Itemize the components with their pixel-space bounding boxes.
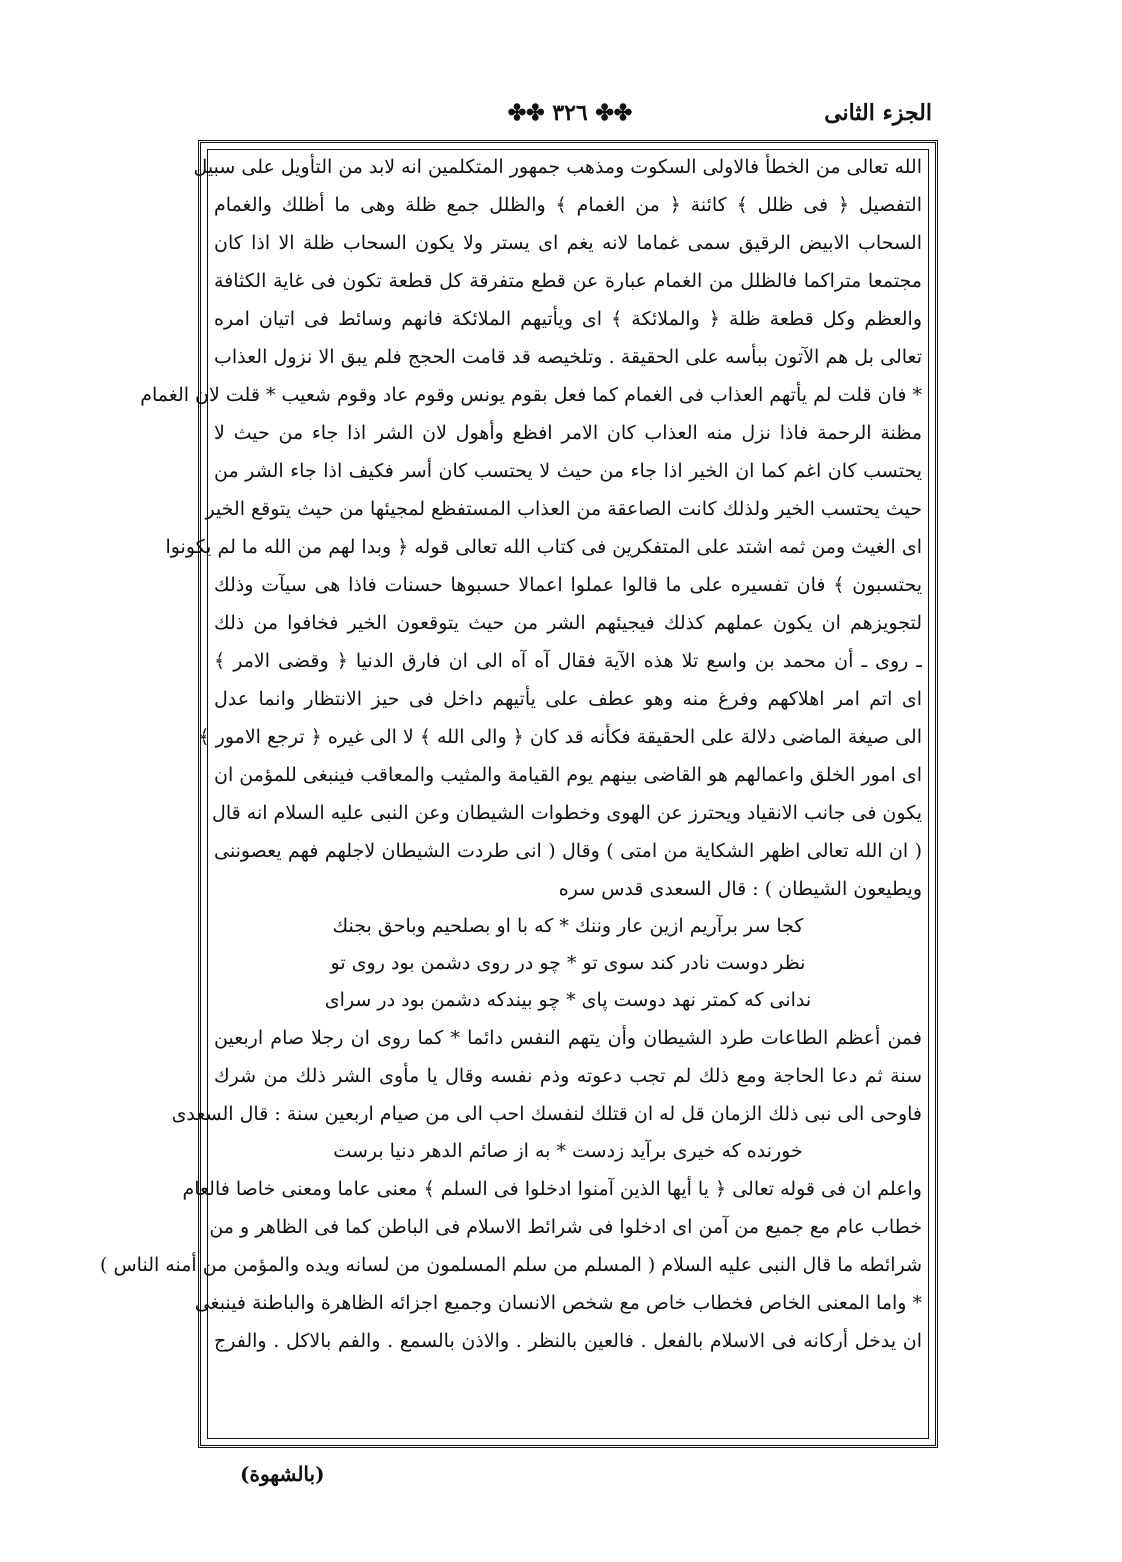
- body-text: [100, 148, 928, 1438]
- text-line: يحتسبون ﴾ فان تفسيره على ما قالوا عملوا اعمالا حسبوها حسنات فاذا هى سيآت وذلك: [214, 574, 922, 596]
- text-line: التفصيل ﴿ فى ظلل ﴾ كائنة ﴿ من الغمام ﴾ والظلل جمع ظلة وهى ما أظلك والغمام: [214, 194, 922, 216]
- text-line: اى الغيث ومن ثمه اشتد على المتفكرين فى كتاب الله تعالى قوله ﴿ وبدا لهم من الله ما لم يكونوا: [165, 536, 922, 558]
- page-header: [0, 100, 1122, 140]
- ornament-right-icon: ✤✤: [507, 100, 553, 126]
- text-line: سنة ثم دعا الحاجة ومع ذلك لم تجب دعوته وذم نفسه وقال يا مأوى الشر ذلك من شرك: [214, 1065, 922, 1087]
- text-line: واعلم ان فى قوله تعالى ﴿ يا أيها الذين آمنوا ادخلوا فى السلم ﴾ معنى عاما ومعنى خاصا فالعام: [182, 1178, 922, 1200]
- text-line: * فان قلت لم يأتهم العذاب فى الغمام كما فعل بقوم يونس وقوم عاد وقوم شعيب * قلت لان الغمام: [140, 384, 922, 406]
- part-title: الجزء الثانى: [824, 100, 932, 126]
- text-line-last: ويطيعون الشيطان ) : قال السعدى قدس سره: [558, 878, 922, 900]
- text-line: السحاب الابيض الرقيق سمى غماما لانه يغم اى يستر ولا يكون السحاب ظلة الا اذا كان: [214, 232, 922, 254]
- text-line: ان يدخل أركانه فى الاسلام بالفعل . فالعين بالنظر . والاذن بالسمع . والفم بالاكل . والفرج: [214, 1330, 922, 1352]
- text-line: لتجويزهم ان يكون عملهم كذلك فيجيئهم الشر من حيث يتوقعون الخير فخافوا من ذلك: [214, 612, 922, 634]
- page-number-value: ۳۲٦: [552, 100, 588, 126]
- text-line: حيث يحتسب الخير ولذلك كانت الصاعقة من العذاب المستفظع لمجيئها من حيث يتوقع الخير: [205, 498, 922, 520]
- text-line: يحتسب كان اغم كما ان الخير اذا جاء من حيث لا يحتسب كان أسر فكيف اذا جاء الشر من: [214, 460, 922, 482]
- text-line: مجتمعا متراكما فالظلل من الغمام عبارة عن قطع متفرقة كل قطعة تكون فى غاية الكثافة: [214, 270, 922, 292]
- ornament-left-icon: ✤✤: [587, 100, 633, 126]
- text-line: فمن أعظم الطاعات طرد الشيطان وأن يتهم النفس دائما * كما روى ان رجلا صام اربعين: [214, 1027, 922, 1049]
- text-line: ـ روى ـ أن محمد بن واسع تلا هذه الآية فقال آه آه الى ان فارق الدنيا ﴿ وقضى الامر ﴾: [214, 650, 922, 672]
- text-line: فاوحى الى نبى ذلك الزمان قل له ان قتلك لنفسك احب الى من صيام اربعين سنة : قال السعدى: [171, 1103, 922, 1125]
- text-line: ( ان الله تعالى اظهر الشكاية من امتى ) وقال ( انى طردت الشيطان لاجلهم فهم يعصوننى: [214, 840, 922, 862]
- verse-line: خورنده كه خيرى برآيد زدست * به از صائم الدهر دنيا برست: [333, 1140, 803, 1162]
- text-line: * واما المعنى الخاص فخطاب خاص مع شخص الانسان وجميع اجزائه الظاهرة والباطنة فينبغى: [194, 1292, 922, 1314]
- text-line: يكون فى جانب الانقياد ويحترز عن الهوى وخطوات الشيطان وعن النبى عليه السلام انه قال: [212, 802, 922, 824]
- text-line: والعظم وكل قطعة ظلة ﴿ والملائكة ﴾ اى ويأتيهم الملائكة فانهم وسائط فى اتيان امره: [214, 308, 922, 330]
- text-line: اى امور الخلق واعمالهم هو القاضى بينهم يوم القيامة والمثيب والمعاقب فينبغى للمؤمن ان: [214, 764, 922, 786]
- text-line: الله تعالى من الخطأ فالاولى السكوت ومذهب جمهور المتكلمين انه لابد من التأويل على سبيل: [193, 156, 922, 178]
- text-line: اى اتم امر اهلاكهم وفرغ منه وهو عطف على يأتيهم داخل فى حيز الانتظار وانما عدل: [214, 688, 922, 710]
- text-line: خطاب عام مع جميع من آمن اى ادخلوا فى شرائط الاسلام فى الباطن كما فى الظاهر و من: [209, 1216, 922, 1238]
- text-line: الى صيغة الماضى دلالة على الحقيقة فكأنه قد كان ﴿ والى الله ﴾ لا الى غيره ﴿ ترجع الامور ﴾: [198, 726, 922, 748]
- verse-line: نظر دوست نادر كند سوى تو * چو در روى دشمن بود روى تو: [330, 952, 806, 974]
- text-line: مظنة الرحمة فاذا نزل منه العذاب كان الامر افظع وأهول لان الشر اذا جاء من حيث لا: [214, 422, 922, 444]
- page-number: [500, 100, 640, 126]
- verse-line: ندانى كه كمتر نهد دوست پاى * چو بيندكه دشمن بود در سراى: [324, 989, 812, 1011]
- text-line: شرائطه ما قال النبى عليه السلام ( المسلم من سلم المسلمون من لسانه ويده والمؤمن من أمنه الناس ): [100, 1254, 922, 1276]
- catchword: (بالشهوة): [240, 1462, 325, 1486]
- verse-line: كجا سر برآريم ازين عار وننك * كه با او بصلحيم وباحق بجنك: [332, 915, 804, 937]
- text-line: تعالى بل هم الآتون ببأسه على الحقيقة . وتلخيصه قد قامت الحجج فلم يبق الا نزول العذاب: [214, 346, 922, 368]
